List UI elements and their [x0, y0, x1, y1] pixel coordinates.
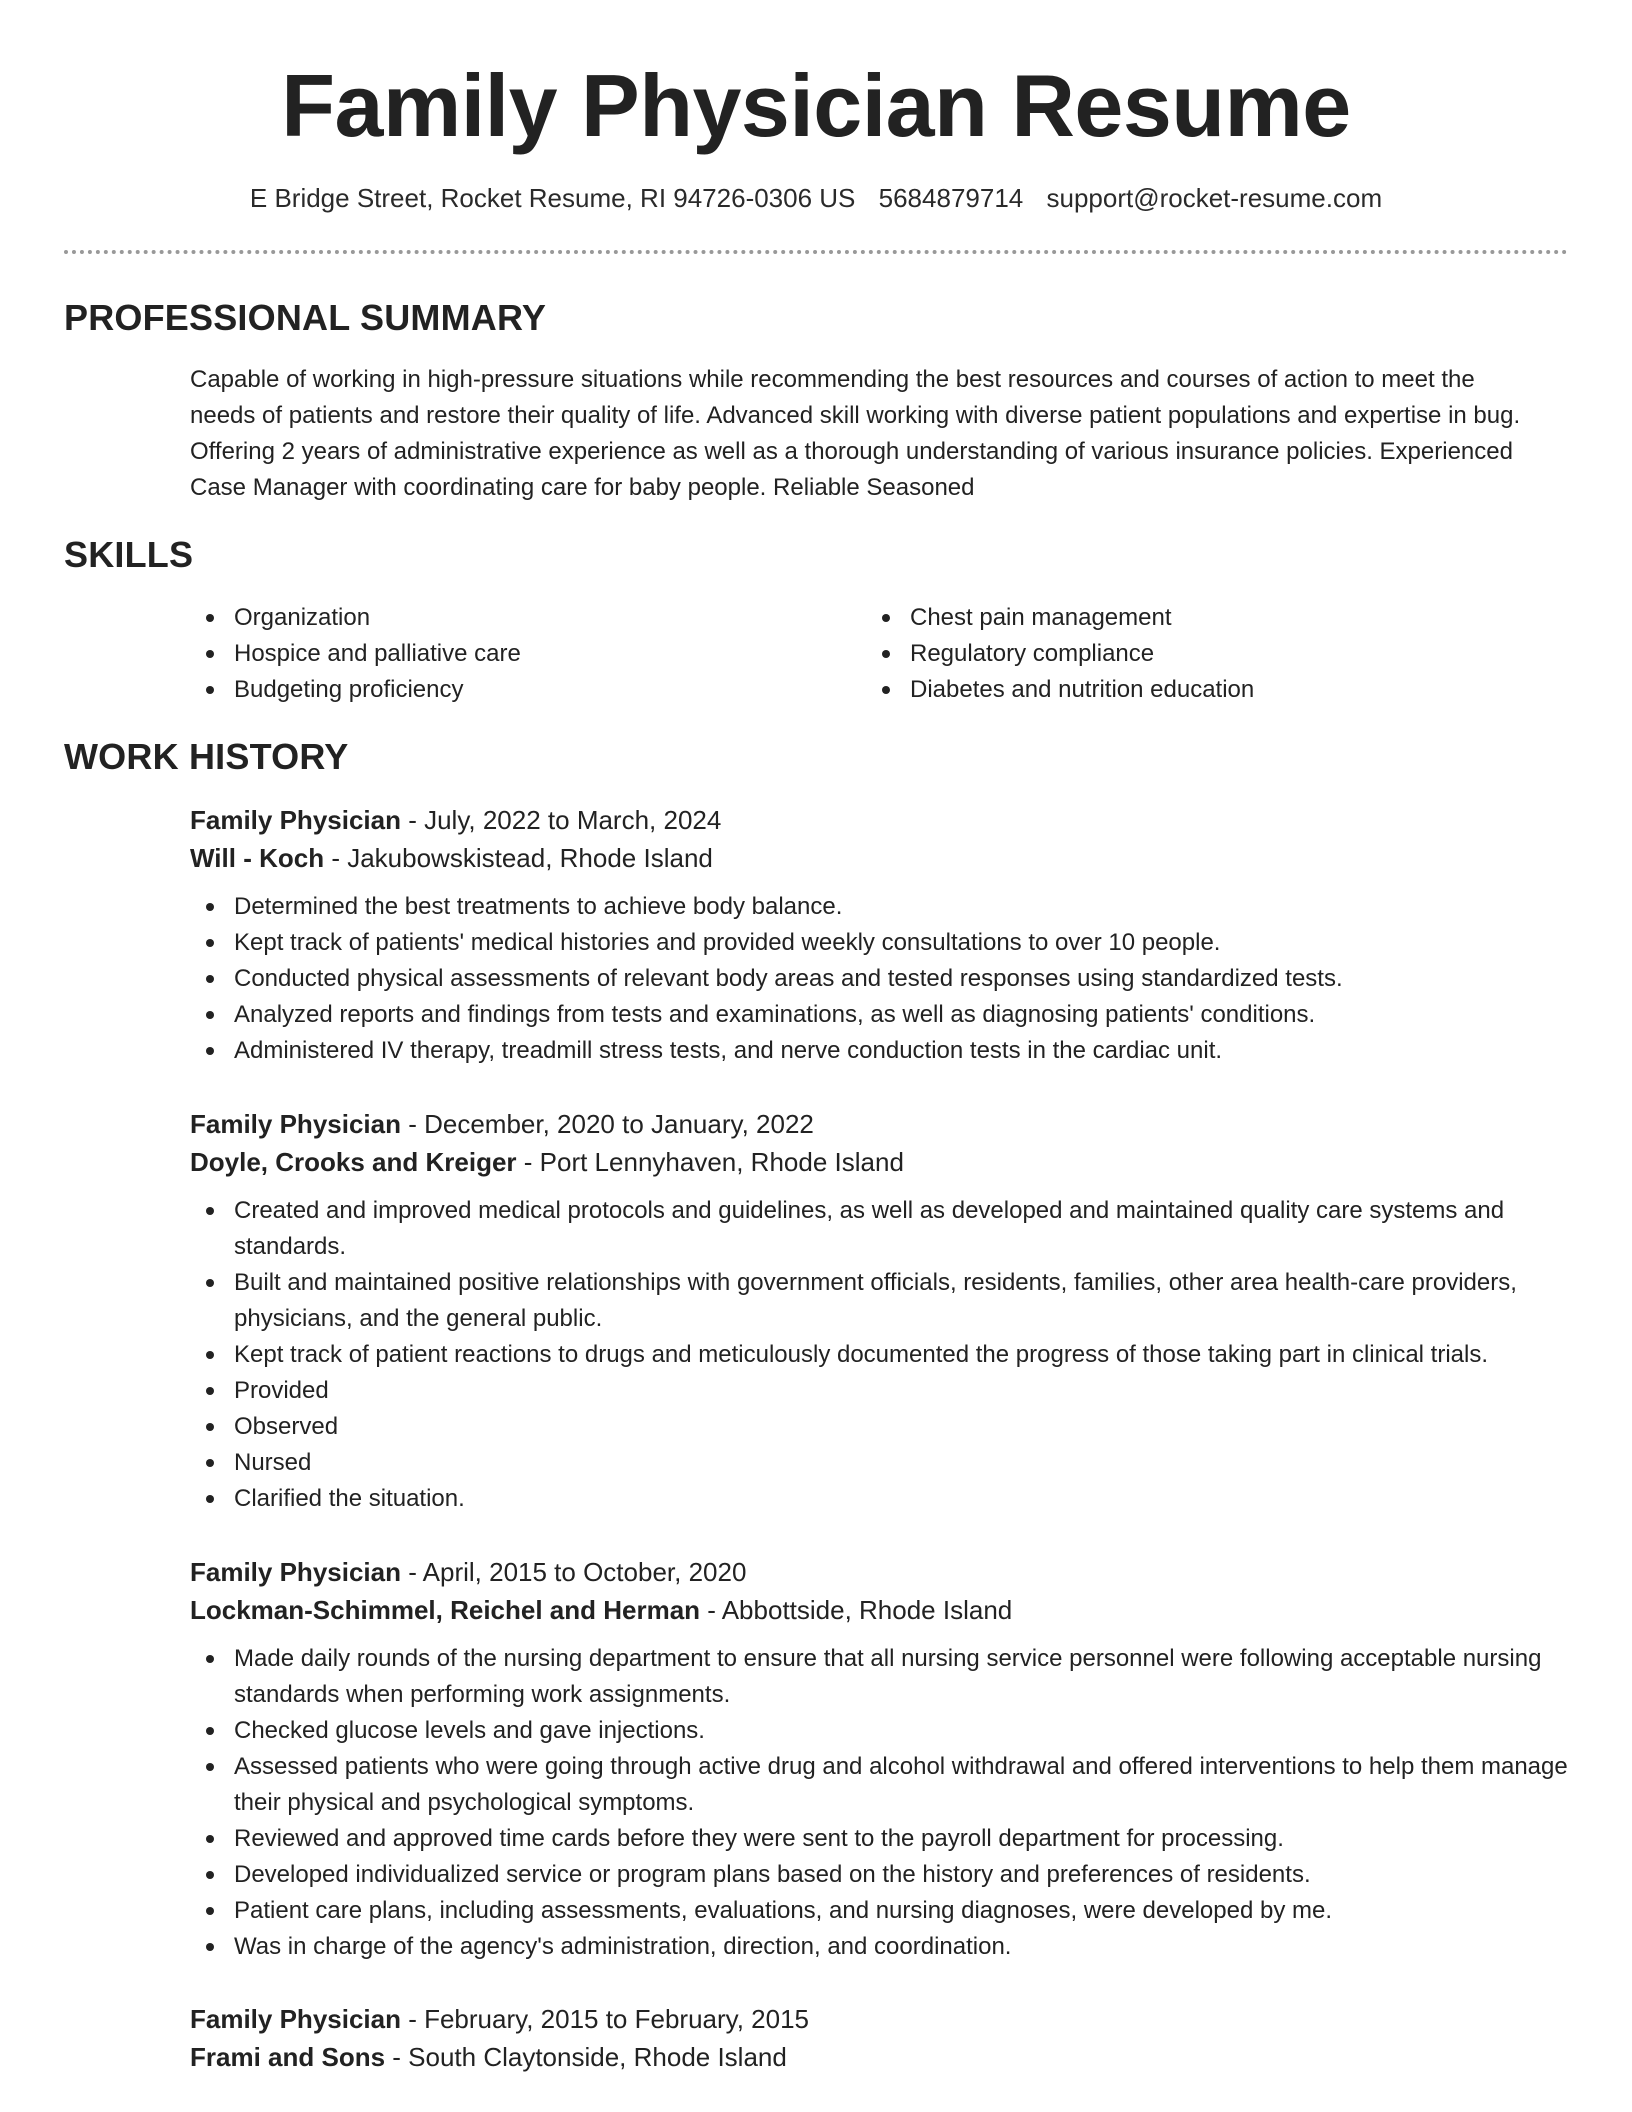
job-location: - Jakubowskistead, Rhode Island	[324, 843, 713, 873]
job-location: - Abbottside, Rhode Island	[700, 1595, 1013, 1625]
resume-title: Family Physician Resume	[281, 56, 1351, 155]
job-title-line	[190, 1553, 1570, 1591]
job-company-line	[190, 1591, 1570, 1629]
job-entry	[190, 801, 1570, 1069]
job-bullet: Created and improved medical protocols and guidelines, as well as developed and maintained quality care systems and standards.	[190, 1193, 1570, 1265]
skill-item: Budgeting proficiency	[190, 672, 830, 708]
job-bullet: Nursed	[190, 1445, 1570, 1481]
job-bullet: Conducted physical assessments of relevant body areas and tested responses using standardized tests.	[190, 961, 1570, 997]
job-bullet: Reviewed and approved time cards before they were sent to the payroll department for processing.	[190, 1821, 1570, 1857]
skills-column-left	[190, 600, 830, 708]
skill-item: Regulatory compliance	[866, 636, 1506, 672]
job-dates: - April, 2015 to October, 2020	[400, 1557, 747, 1587]
job-dates: - February, 2015 to February, 2015	[400, 2004, 810, 2034]
job-title-line	[190, 2000, 1570, 2038]
job-entry	[190, 1105, 1570, 1517]
job-location: - Port Lennyhaven, Rhode Island	[516, 1147, 904, 1177]
skills-column-right	[866, 600, 1506, 708]
job-company-line	[190, 1143, 1570, 1181]
job-company: Lockman-Schimmel, Reichel and Herman	[190, 1595, 701, 1625]
job-company: Will - Koch	[190, 843, 325, 873]
job-location: - South Claytonside, Rhode Island	[385, 2042, 787, 2072]
job-bullet: Assessed patients who were going through active drug and alcohol withdrawal and offered interventions to help them manage their physical and psychological symptoms.	[190, 1749, 1570, 1821]
contact-phone: 5684879714	[878, 183, 1024, 213]
job-bullet: Patient care plans, including assessments, evaluations, and nursing diagnoses, were developed by me.	[190, 1893, 1570, 1929]
summary-text: Capable of working in high-pressure situations while recommending the best resources and courses of action to meet the needs of patients and restore their quality of life. Advanced skill working with diverse patient populations and expertise in bug. Offering 2 years of administrative experience as well as a thorough understanding of various insurance policies. Experienced Case Manager with coordinating care for baby people. Reliable Seasoned	[190, 366, 1521, 501]
job-company: Doyle, Crooks and Kreiger	[190, 1147, 517, 1177]
job-bullet: Observed	[190, 1409, 1570, 1445]
job-bullet: Provided	[190, 1373, 1570, 1409]
job-bullet: Developed individualized service or program plans based on the history and preferences of residents.	[190, 1857, 1570, 1893]
section-title-skills: SKILLS	[64, 534, 194, 575]
job-bullet: Clarified the situation.	[190, 1481, 1570, 1517]
job-bullet: Was in charge of the agency's administration, direction, and coordination.	[190, 1929, 1570, 1965]
skill-item: Diabetes and nutrition education	[866, 672, 1506, 708]
job-bullet: Checked glucose levels and gave injections.	[190, 1713, 1570, 1749]
job-title: Family Physician	[190, 1109, 401, 1139]
job-bullet: Administered IV therapy, treadmill stress tests, and nerve conduction tests in the cardiac unit.	[190, 1033, 1570, 1069]
job-title: Family Physician	[190, 1557, 401, 1587]
job-company-line	[190, 839, 1570, 877]
job-bullet: Kept track of patients' medical histories and provided weekly consultations to over 10 people.	[190, 925, 1570, 961]
job-dates: - July, 2022 to March, 2024	[400, 805, 722, 835]
job-bullet: Built and maintained positive relationships with government officials, residents, families, other area health-care providers, physicians, and the general public.	[190, 1265, 1570, 1337]
job-entry	[190, 2000, 1570, 2076]
job-title: Family Physician	[190, 805, 401, 835]
skill-item: Chest pain management	[866, 600, 1506, 636]
job-title: Family Physician	[190, 2004, 401, 2034]
section-title-summary: PROFESSIONAL SUMMARY	[64, 297, 547, 338]
job-bullet: Kept track of patient reactions to drugs and meticulously documented the progress of those taking part in clinical trials.	[190, 1337, 1570, 1373]
job-bullets	[190, 1641, 1570, 1965]
skill-item: Organization	[190, 600, 830, 636]
contact-address: E Bridge Street, Rocket Resume, RI 94726-0306 US	[249, 183, 856, 213]
job-title-line	[190, 801, 1570, 839]
job-bullet: Determined the best treatments to achieve body balance.	[190, 889, 1570, 925]
job-company: Frami and Sons	[190, 2042, 386, 2072]
contact-email: support@rocket-resume.com	[1046, 183, 1383, 213]
header-divider	[64, 250, 1568, 254]
job-company-line	[190, 2038, 1570, 2076]
job-dates: - December, 2020 to January, 2022	[400, 1109, 814, 1139]
job-title-line	[190, 1105, 1570, 1143]
contact-line	[0, 180, 1632, 216]
job-entry	[190, 1553, 1570, 1965]
job-bullets	[190, 1193, 1570, 1517]
job-bullets	[190, 889, 1570, 1069]
skill-item: Hospice and palliative care	[190, 636, 830, 672]
job-bullet: Made daily rounds of the nursing department to ensure that all nursing service personnel were following acceptable nursing standards when performing work assignments.	[190, 1641, 1570, 1713]
section-title-work-history: WORK HISTORY	[64, 736, 349, 777]
job-bullet: Analyzed reports and findings from tests and examinations, as well as diagnosing patients' conditions.	[190, 997, 1570, 1033]
